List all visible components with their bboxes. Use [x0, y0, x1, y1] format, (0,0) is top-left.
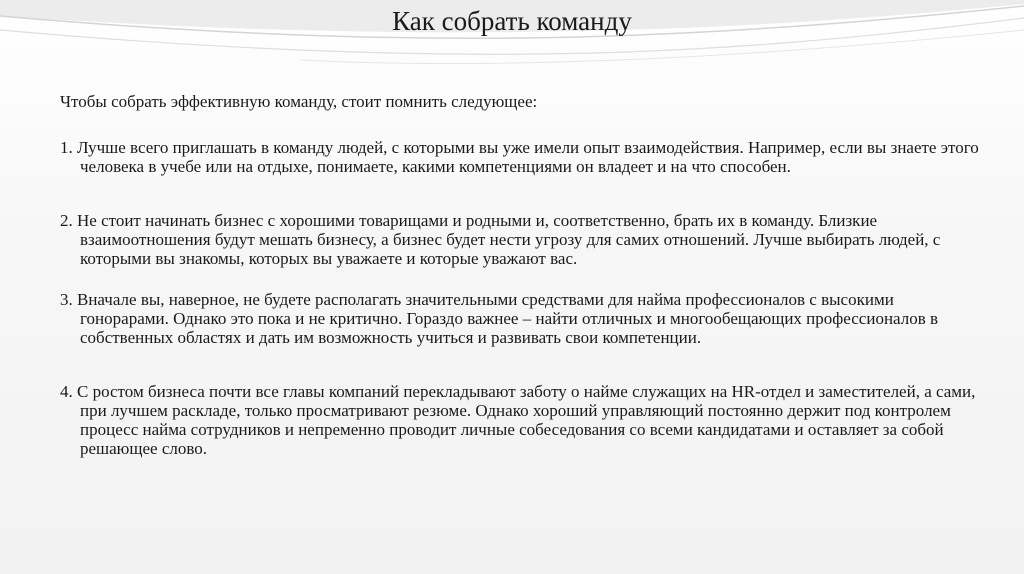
list-item: 1. Лучше всего приглашать в команду людей, с которыми вы уже имели опыт взаимодействия. Например, если вы знаете этого человека в учебе или на отдыхе, понимаете, какими компетенциями он владеет и на что способен.	[60, 138, 979, 176]
slide-content	[60, 92, 980, 458]
list-item: 3. Вначале вы, наверное, не будете располагать значительными средствами для найма профессионалов с высокими гонорарами. Однако это пока и не критично. Гораздо важнее – найти отличных и многообещающих профессионалов в собственных областях и дать им возможность учиться и развивать свои компетенции.	[60, 290, 939, 347]
intro-text: Чтобы собрать эффективную команду, стоит помнить следующее:	[60, 92, 538, 111]
list-item: 4. С ростом бизнеса почти все главы компаний перекладывают заботу о найме служащих на HR-отдел и заместителей, а сами, при лучшем раскладе, только просматривают резюме. Однако хороший управляющий постоянно держит под контролем процесс найма сотрудников и непременно проводит личные собеседования со всеми кандидатами и оставляет за собой решающее слово.	[60, 382, 976, 458]
list-item: 2. Не стоит начинать бизнес с хорошими товарищами и родными и, соответственно, брать их в команду. Близкие взаимоотношения будут мешать бизнесу, а бизнес будет нести угрозу для самих отношений. Лучше выбирать людей, с которыми вы знакомы, которых вы уважаете и которые уважают вас.	[60, 211, 941, 268]
slide-title: Как собрать команду	[392, 6, 632, 36]
